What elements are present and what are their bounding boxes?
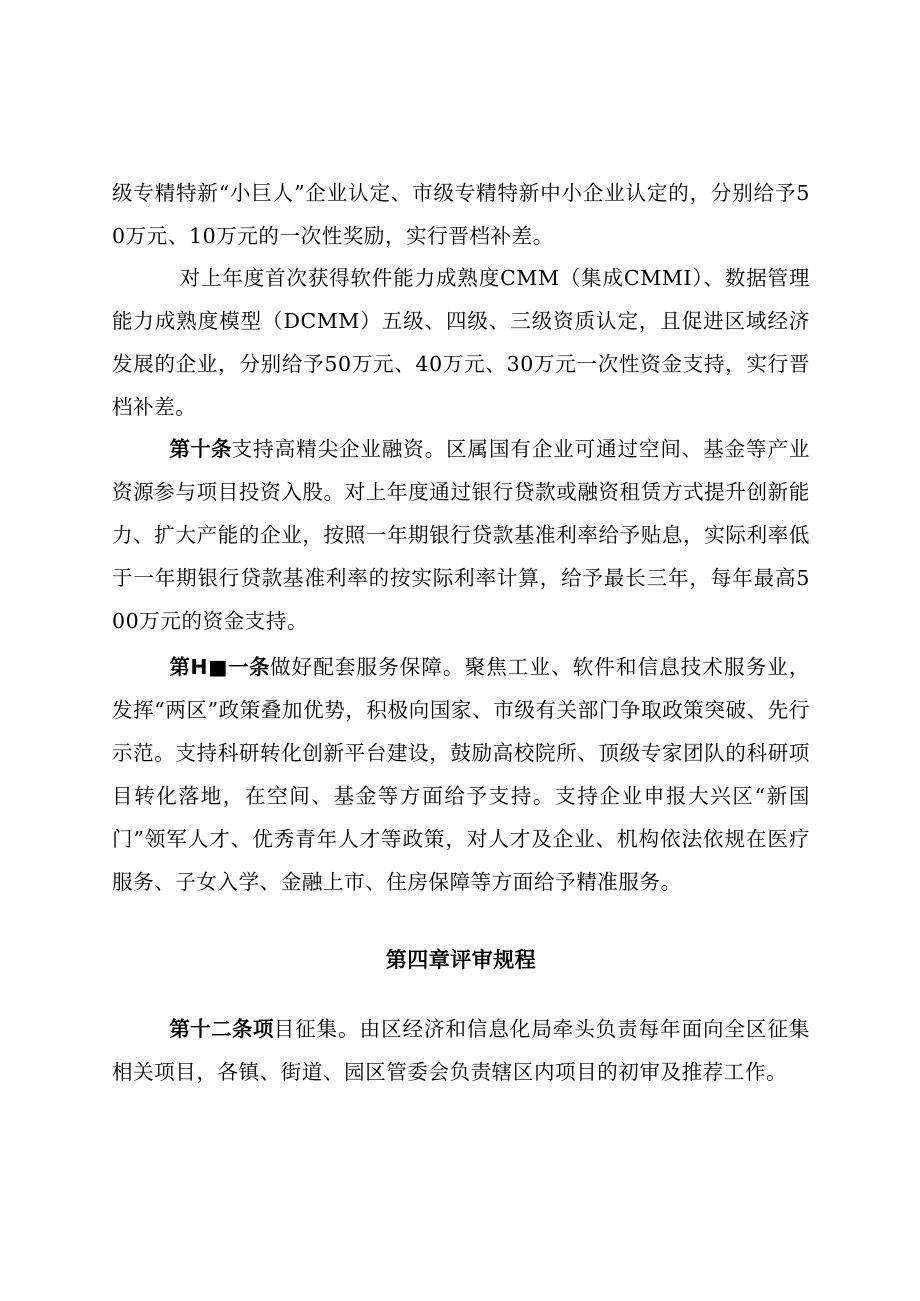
article-text: 做好配套服务保障。聚焦工业、软件和信息技术服务业，发挥“两区”政策叠加优势，积极向国家、市级有关部门争取政策突破、先行示范。支持科研转化创新平台建设，鼓励高校院所、顶级专家团队的科研项目转化落地，在空间、基金等方面给予支持。支持企业申报大兴区“新国门”领军人才、优秀青年人才等政策，对人才及企业、机构依法依规在医疗服务、子女入学、金融上市、住房保障等方面给予精准服务。 xyxy=(112,655,811,894)
article-number: 第十二条项 xyxy=(169,1017,274,1041)
paragraph-award-continuation xyxy=(112,172,810,258)
chapter-title: 第四章评审规程 xyxy=(385,948,537,972)
article-12 xyxy=(112,1008,810,1094)
article-11 xyxy=(112,646,810,904)
article-text: 支持高精尖企业融资。区属国有企业可通过空间、基金等产业资源参与项目投资入股。对上年度通过银行贷款或融资租赁方式提升创新能力、扩大产能的企业，按照一年期银行贷款基准利率给予贴息，实际利率低于一年期银行贷款基准利率的按实际利率计算，给予最长三年，每年最高500万元的资金支持。 xyxy=(112,437,811,633)
article-text: 目征集。由区经济和信息化局牵头负责每年面向全区征集相关项目，各镇、街道、园区管委会负责辖区内项目的初审及推荐工作。 xyxy=(112,1017,811,1084)
paragraph-text: 对上年度首次获得软件能力成熟度CMM（集成CMMI）、数据管理能力成熟度模型（DCMM）五级、四级、三级资质认定，且促进区域经济发展的企业，分别给予50万元、40万元、30万元一次性资金支持，实行晋档补差。 xyxy=(112,266,810,419)
article-number: 第十条 xyxy=(169,437,232,461)
article-number: 第H■一条 xyxy=(169,655,271,679)
paragraph-cmm-support xyxy=(112,257,810,429)
paragraph-text: 级专精特新“小巨人”企业认定、市级专精特新中小企业认定的，分别给予50万元、10万元的一次性奖励，实行晋档补差。 xyxy=(112,181,810,248)
article-10 xyxy=(112,428,810,643)
